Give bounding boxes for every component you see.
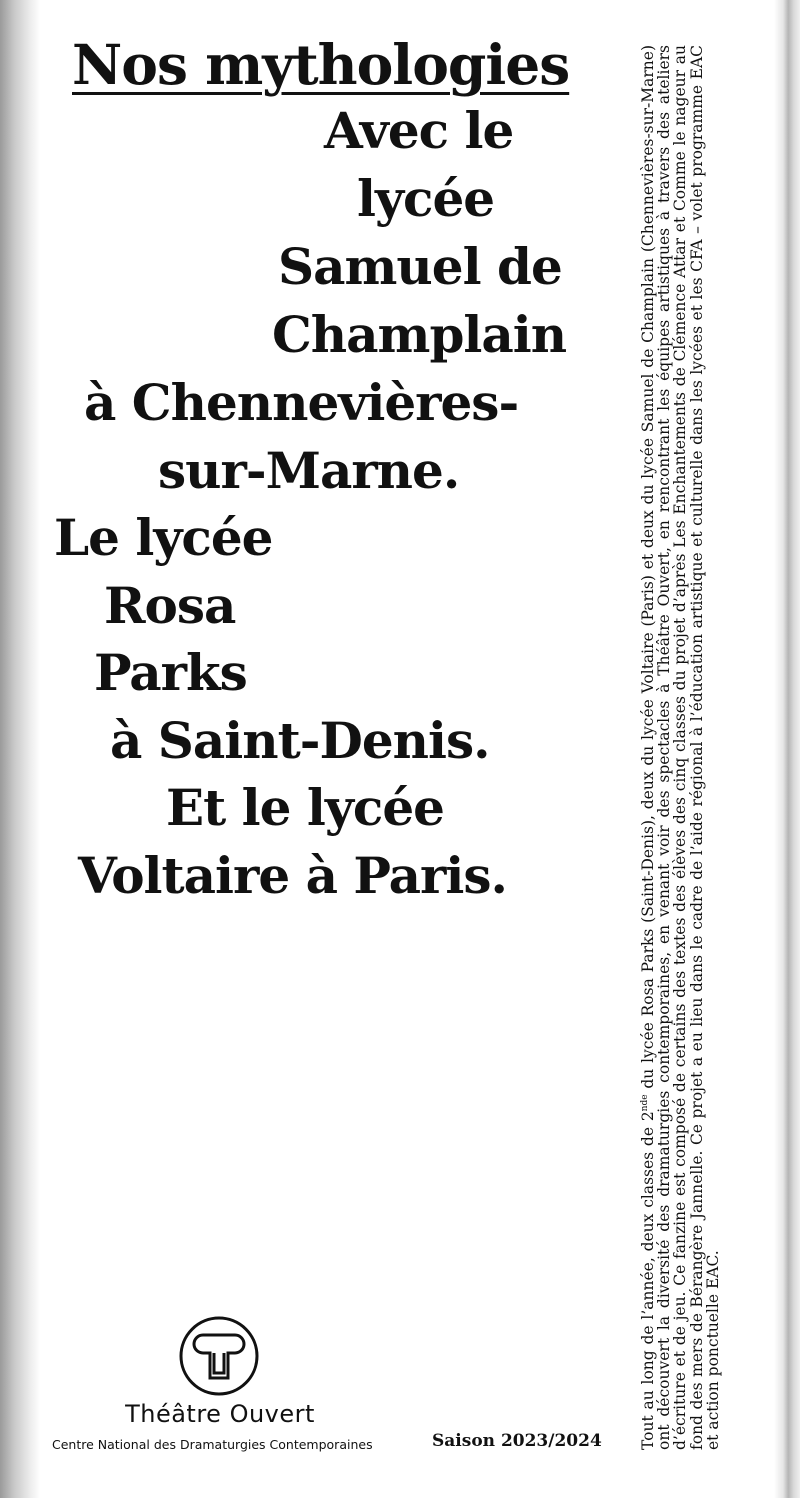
headline-line: Champlain (272, 305, 567, 364)
headline-line: Et le lycée (166, 778, 444, 837)
description-text-start: Tout au long de l’année, deux classes de 2 (639, 1111, 657, 1450)
headline-line: Rosa (104, 576, 236, 635)
headline-line: sur-Marne. (158, 441, 460, 500)
project-description (640, 45, 721, 1450)
page-edge-shadow-right (774, 0, 800, 1498)
organization-name: Théâtre Ouvert (125, 1400, 315, 1428)
headline-line: lycée (357, 169, 495, 228)
headline-line: Le lycée (54, 508, 273, 567)
headline-line: à Chennevières- (84, 373, 519, 432)
description-text-rest: du lycée Rosa Parks (Saint-Denis), deux du lycée Voltaire (Paris) et deux du lycée Samuel de Champlain (Chennevières-sur-Marne) ont découvert la diversité des dramaturgies contemporaines, en venant voir des spectacles à Théâtre Ouvert, en rencontrant les équipes artistiques à travers des ateliers d’écriture et de jeu. Ce fanzine est composé de certains des textes des élèves des cinq classes du projet d’après Les Enchantements de Clémence Attar et Comme le nageur au fond des mers de Bérangère Jannelle. Ce projet a eu lieu dans le cadre de l’aide régional à l’éducation artistique et culturelle dans les lycées et les CFA – volet programme EAC et action ponctuelle EAC. (639, 45, 722, 1450)
description-superscript: nde (639, 1094, 650, 1112)
headline-line: à Saint-Denis. (110, 711, 490, 770)
page-edge-shadow-left (0, 0, 40, 1498)
organization-subtitle: Centre National des Dramaturgies Contemporaines (52, 1437, 373, 1452)
theatre-ouvert-logo-icon (178, 1315, 260, 1397)
poster-title: Nos mythologies (72, 32, 570, 97)
season-label: Saison 2023/2024 (432, 1431, 602, 1451)
headline-line: Avec le (324, 101, 514, 160)
headline-line: Parks (94, 643, 247, 702)
headline-line: Samuel de (278, 237, 562, 296)
headline-line: Voltaire à Paris. (78, 846, 507, 905)
